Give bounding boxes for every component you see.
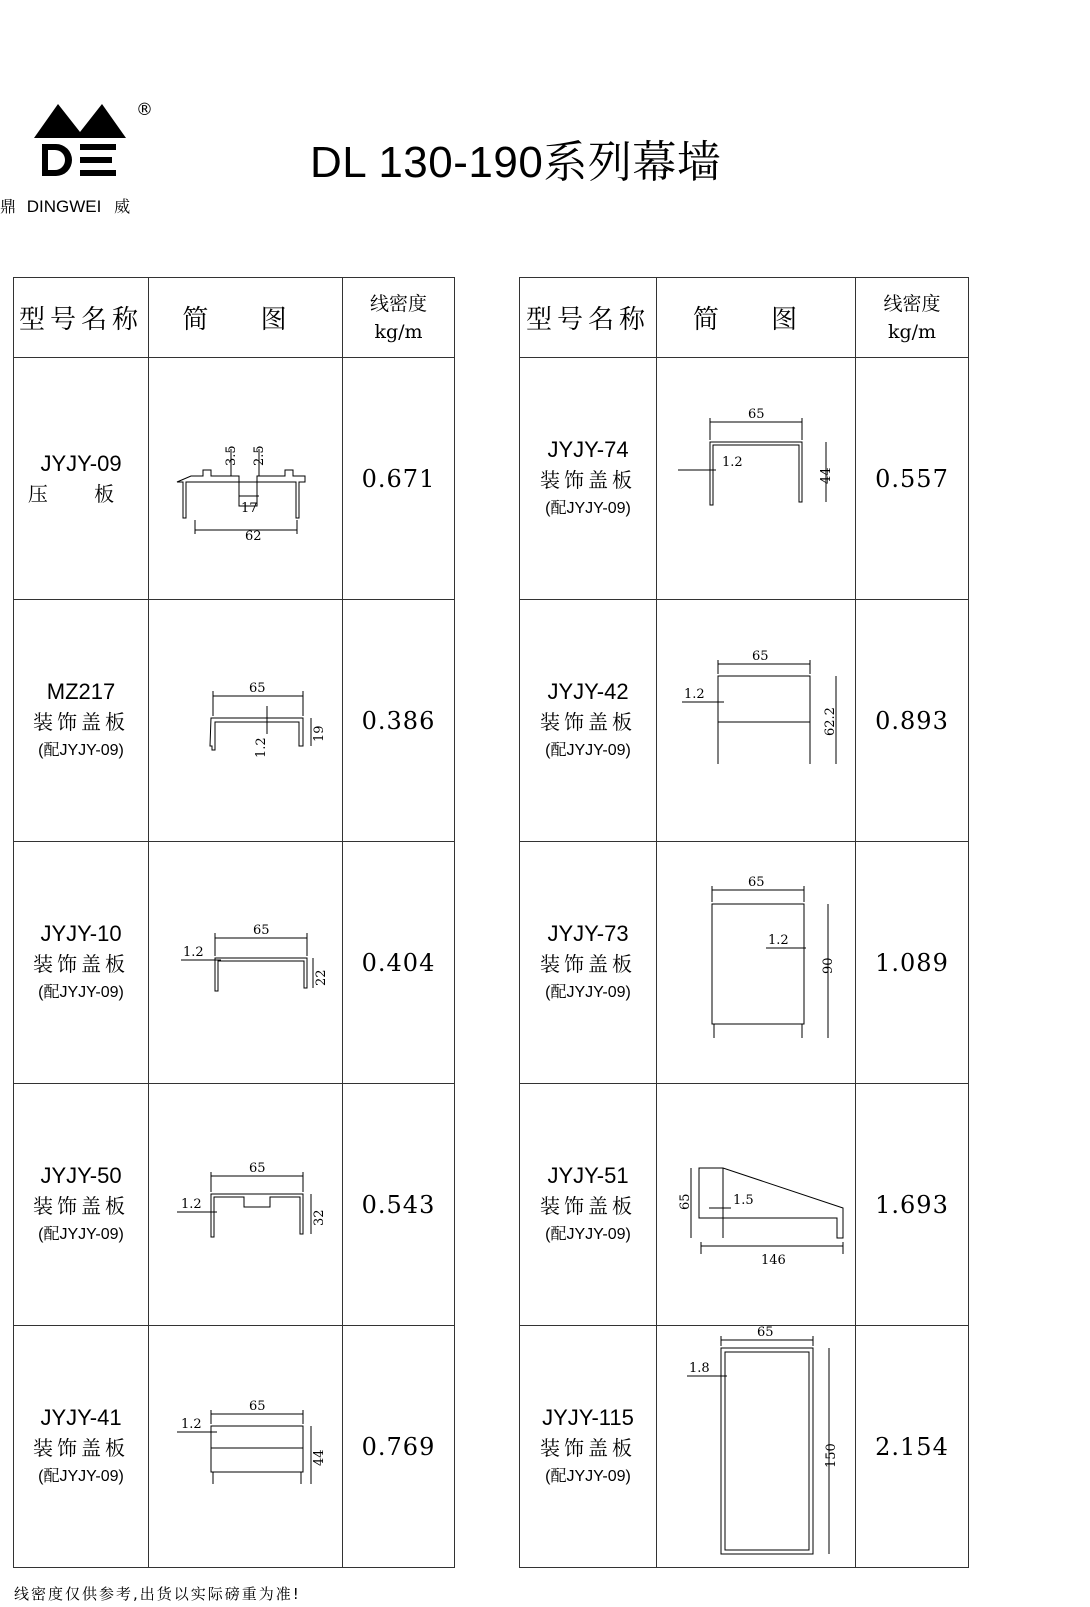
table-header-row	[520, 278, 969, 358]
dim-height: 22	[313, 968, 329, 986]
density-cell	[343, 1084, 455, 1326]
dim-width: 65	[252, 922, 270, 938]
table-row	[520, 358, 969, 600]
density-cell	[856, 600, 969, 842]
model-cell	[14, 358, 149, 600]
model-note: (配JYJY-09)	[38, 1467, 124, 1485]
model-code: JYJY-74	[547, 436, 629, 462]
dim-height: 150	[824, 1442, 839, 1468]
table-row	[520, 842, 969, 1084]
density-value: 0.769	[361, 1432, 436, 1461]
density-cell	[343, 842, 455, 1084]
model-code: JYJY-50	[40, 1162, 122, 1188]
dim-width: 65	[748, 406, 765, 422]
profile-drawing	[171, 404, 321, 554]
brand-left: 鼎	[0, 197, 17, 216]
profile-drawing	[676, 394, 836, 564]
profile-drawing	[171, 888, 329, 1038]
model-note: (配JYJY-09)	[38, 741, 124, 759]
density-value: 0.404	[361, 948, 436, 977]
model-name: 装饰盖板	[540, 1193, 636, 1218]
dingwei-logo-icon	[34, 104, 126, 184]
model-code: JYJY-10	[40, 920, 122, 946]
dim-height: 19	[311, 724, 327, 742]
registered-mark: ®	[136, 100, 153, 120]
dim-b: 2.5	[251, 444, 267, 466]
model-code: JYJY-51	[547, 1162, 629, 1188]
dim-thickness: 1.2	[180, 1196, 202, 1212]
dim-thickness: 1.2	[768, 932, 789, 948]
header-diagram: 简 图	[149, 278, 343, 358]
model-name: 装饰盖板	[33, 1435, 129, 1460]
table-header-row	[14, 278, 455, 358]
profile-drawing	[171, 1130, 327, 1280]
model-cell	[520, 358, 657, 600]
footer-note: 线密度仅供参考,出货以实际磅重为准!	[14, 1585, 301, 1603]
dim-width: 65	[248, 680, 266, 696]
density-value: 0.557	[875, 464, 949, 493]
dim-height: 32	[311, 1208, 327, 1226]
diagram-cell	[657, 1084, 856, 1326]
dim-gap: 17	[240, 500, 258, 516]
diagram-cell	[657, 1326, 856, 1568]
dim-thickness: 1.5	[733, 1192, 754, 1208]
dim-thickness: 1.2	[684, 686, 705, 702]
dim-a: 3.5	[223, 444, 239, 466]
profile-drawing	[676, 646, 836, 796]
dim-width: 65	[248, 1398, 266, 1414]
dim-thickness: 1.2	[722, 454, 743, 470]
diagram-cell	[149, 358, 343, 600]
brand-right: 威	[114, 197, 131, 216]
dim-thickness: 1.8	[689, 1360, 710, 1376]
model-code: MZ217	[46, 678, 116, 704]
density-value: 1.089	[875, 948, 949, 977]
model-note: (配JYJY-09)	[38, 983, 124, 1001]
table-row	[520, 1326, 969, 1568]
profile-drawing	[671, 1324, 841, 1566]
profile-table-left	[13, 277, 455, 1568]
density-cell	[343, 600, 455, 842]
model-name: 装饰盖板	[33, 709, 129, 734]
model-note: (配JYJY-09)	[545, 1225, 631, 1243]
profile-drawing	[171, 646, 327, 796]
table-row	[520, 600, 969, 842]
model-code: JYJY-09	[40, 450, 122, 476]
dim-height: 62.2	[823, 706, 838, 736]
density-value: 1.693	[875, 1190, 949, 1219]
density-value: 2.154	[875, 1432, 949, 1461]
profile-drawing	[671, 1130, 841, 1280]
density-value: 0.543	[361, 1190, 436, 1219]
density-cell	[856, 1326, 969, 1568]
brand-name: DINGWEI	[26, 197, 102, 216]
model-name: 装饰盖板	[33, 951, 129, 976]
density-cell	[856, 842, 969, 1084]
diagram-cell	[149, 1084, 343, 1326]
diagram-cell	[657, 358, 856, 600]
model-note: (配JYJY-09)	[545, 741, 631, 759]
dim-thickness: 1.2	[253, 736, 269, 758]
dim-thickness: 1.2	[180, 1416, 202, 1432]
model-code: JYJY-73	[547, 920, 629, 946]
model-note: (配JYJY-09)	[545, 499, 631, 517]
diagram-cell	[657, 842, 856, 1084]
density-value: 0.893	[875, 706, 949, 735]
table-row	[14, 600, 455, 842]
header-density: 线密度 kg/m	[856, 278, 969, 358]
diagram-cell	[149, 600, 343, 842]
model-cell	[14, 1084, 149, 1326]
density-value: 0.671	[361, 464, 436, 493]
density-value: 0.386	[361, 706, 436, 735]
profile-drawing	[676, 868, 836, 1058]
model-name: 装饰盖板	[540, 709, 636, 734]
model-name: 装饰盖板	[540, 951, 636, 976]
dim-thickness: 1.2	[182, 944, 204, 960]
model-name: 装饰盖板	[540, 1435, 636, 1460]
model-note: (配JYJY-09)	[545, 1467, 631, 1485]
density-cell	[343, 358, 455, 600]
model-cell	[14, 842, 149, 1084]
company-logo	[0, 100, 170, 220]
table-row	[14, 842, 455, 1084]
model-name: 装饰盖板	[33, 1193, 129, 1218]
model-cell	[520, 600, 657, 842]
diagram-cell	[149, 842, 343, 1084]
dim-height: 90	[821, 956, 836, 974]
model-code: JYJY-115	[542, 1404, 634, 1430]
model-cell	[14, 1326, 149, 1568]
dim-height: 65	[678, 1192, 693, 1210]
density-cell	[343, 1326, 455, 1568]
brand-line	[0, 194, 170, 217]
model-name: 装饰盖板	[540, 467, 636, 492]
dim-width: 65	[248, 1160, 266, 1176]
table-row	[520, 1084, 969, 1326]
model-note: (配JYJY-09)	[545, 983, 631, 1001]
header-density: 线密度 kg/m	[343, 278, 455, 358]
table-row	[14, 358, 455, 600]
density-cell	[856, 358, 969, 600]
model-name: 压 板	[27, 481, 135, 506]
dim-width: 65	[748, 874, 765, 890]
header-diagram: 简 图	[657, 278, 856, 358]
model-note: (配JYJY-09)	[38, 1225, 124, 1243]
model-cell	[520, 1084, 657, 1326]
model-code: JYJY-42	[547, 678, 629, 704]
header-model: 型号名称	[520, 278, 657, 358]
model-cell	[520, 842, 657, 1084]
table-row	[14, 1326, 455, 1568]
model-cell	[14, 600, 149, 842]
header-model: 型号名称	[14, 278, 149, 358]
model-code: JYJY-41	[40, 1404, 122, 1430]
diagram-cell	[149, 1326, 343, 1568]
diagram-cell	[657, 600, 856, 842]
density-cell	[856, 1084, 969, 1326]
table-row	[14, 1084, 455, 1326]
dim-width: 65	[757, 1324, 774, 1340]
dim-height: 44	[819, 466, 834, 484]
dim-width: 146	[761, 1252, 786, 1268]
page-title: DL 130-190系列幕墙	[310, 138, 722, 187]
dim-height: 44	[311, 1448, 327, 1466]
profile-drawing	[171, 1372, 327, 1522]
dim-width: 62	[244, 528, 262, 544]
profile-table-right	[519, 277, 969, 1568]
model-cell	[520, 1326, 657, 1568]
dim-width: 65	[752, 648, 769, 664]
